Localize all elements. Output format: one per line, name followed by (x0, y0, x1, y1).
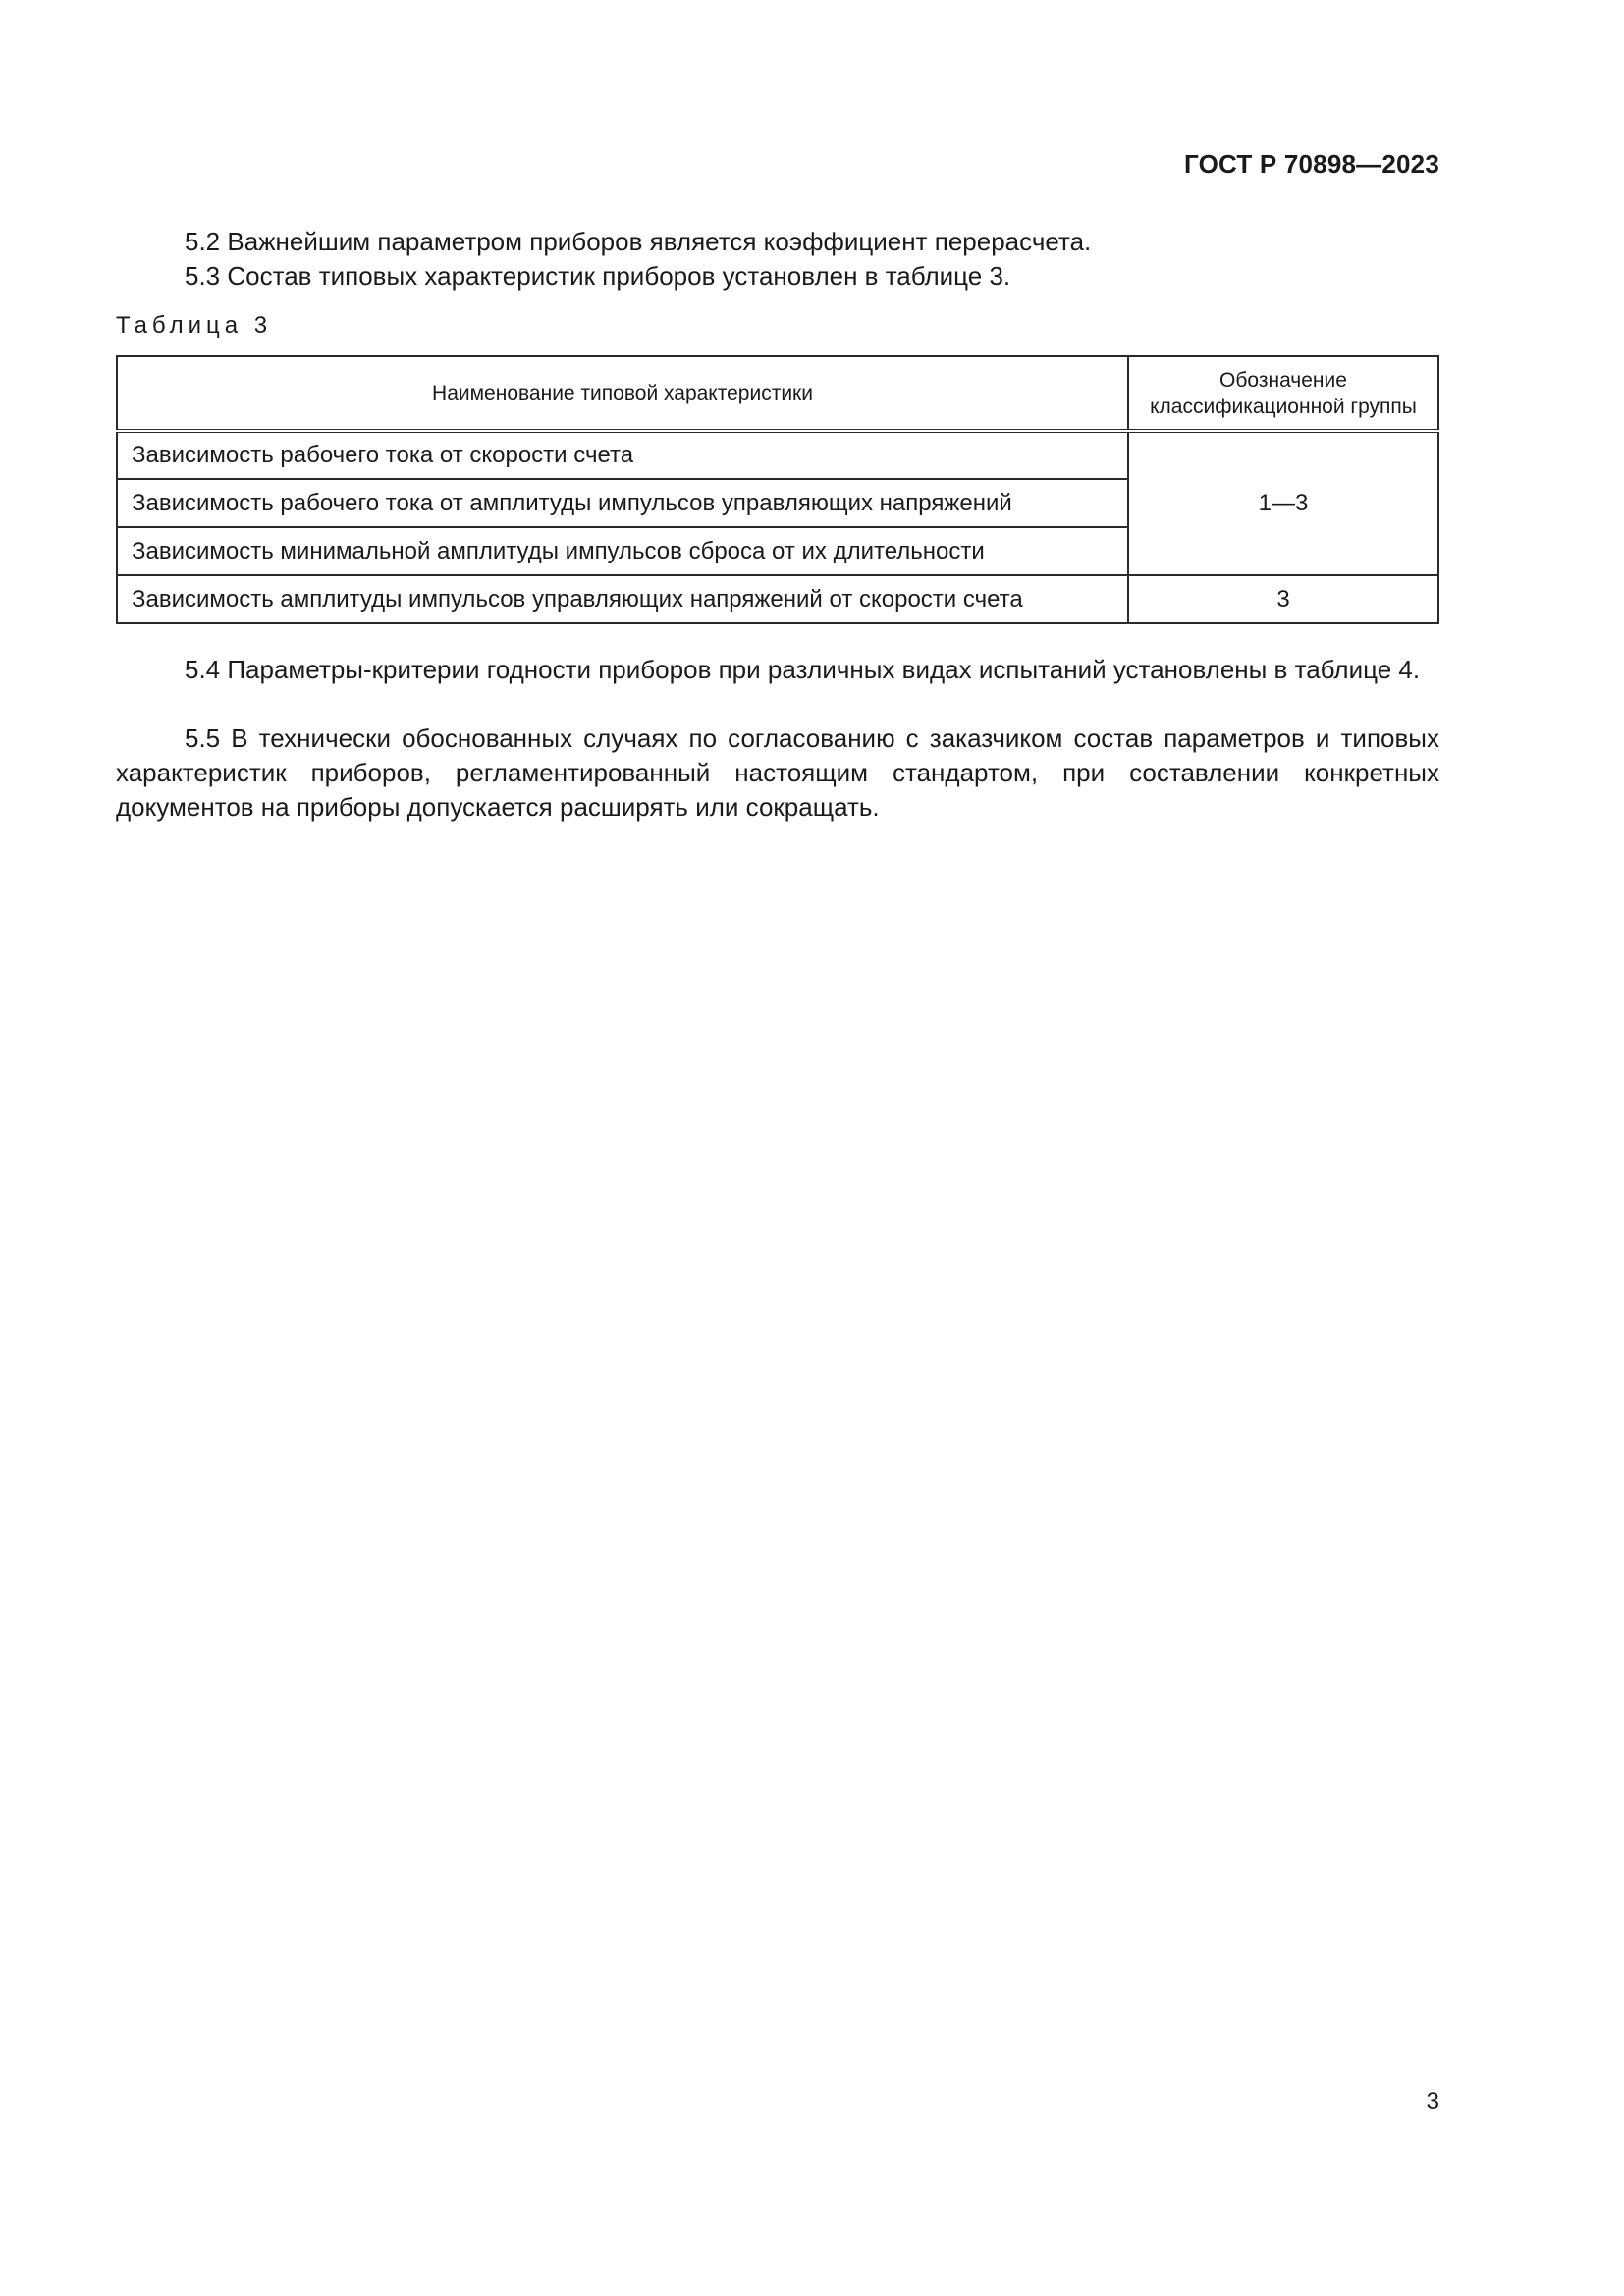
header-characteristic-name: Наименование типовой характеристики (117, 356, 1128, 431)
characteristics-table (116, 355, 1439, 624)
paragraph-5-4: 5.4 Параметры-критерии годности приборов при различных видах испытаний установлены в таблице 4. (185, 655, 1421, 684)
table-row (117, 431, 1438, 479)
row-characteristic-name: Зависимость минимальной амплитуды импульсов сброса от их длительности (117, 527, 1128, 575)
table-header-row (117, 356, 1438, 431)
row-characteristic-name: Зависимость амплитуды импульсов управляющих напряжений от скорости счета (117, 575, 1128, 623)
header-classification-group: Обозначение классификационной группы (1128, 356, 1438, 431)
paragraph-5-2: 5.2 Важнейшим параметром приборов является коэффициент перерасчета. (185, 227, 1092, 256)
row-characteristic-name: Зависимость рабочего тока от скорости счета (117, 431, 1128, 479)
document-code-header: ГОСТ Р 70898—2023 (1184, 149, 1439, 179)
table-row (117, 575, 1438, 623)
table-caption: Таблица 3 (116, 312, 273, 339)
paragraph-5-3: 5.3 Состав типовых характеристик приборов установлен в таблице 3. (185, 261, 1011, 291)
row-characteristic-name: Зависимость рабочего тока от амплитуды импульсов управляющих напряжений (117, 479, 1128, 527)
paragraph-5-5: 5.5 В технически обоснованных случаях по согласованию с заказчиком состав параметров и типовых характеристик приборов, регламентированный настоящим стандартом, при составлении конкретных документов на приборы допускается расширять или сокращать. (116, 723, 1439, 822)
row-classification-group: 1—3 (1128, 431, 1438, 575)
page-number: 3 (1426, 2088, 1439, 2114)
row-classification-group: 3 (1128, 575, 1438, 623)
